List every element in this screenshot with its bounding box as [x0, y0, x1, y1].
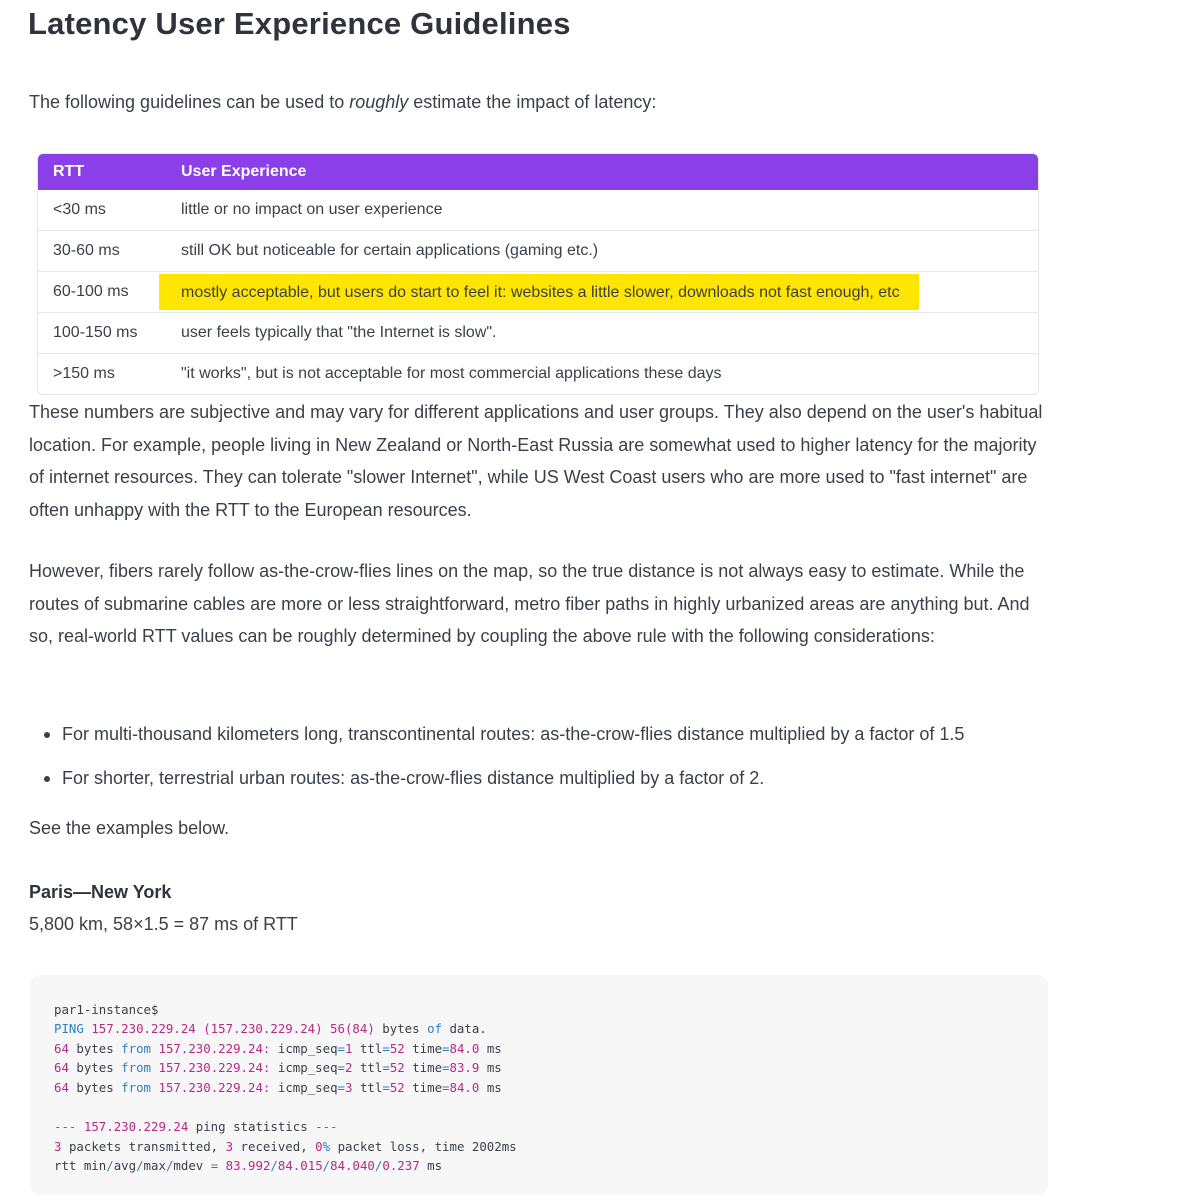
experience-cell: "it works", but is not acceptable for most commercial applications these days: [160, 353, 1038, 394]
experience-cell: still OK but noticeable for certain applications (gaming etc.): [160, 230, 1038, 271]
paragraph-subjective: These numbers are subjective and may vary for different applications and user groups. They also depend on the user's habitual location. For example, people living in New Zealand or North-East Russia are somewhat used to higher latency for the majority of internet resources. They can tolerate "slower Internet", while US West Coast users who are more used to "fast internet" are often unhappy with the RTT to the European resources.: [29, 402, 1043, 520]
code-line-ping: PING 157.230.229.24 (157.230.229.24) 56(84) bytes of data.: [54, 1021, 487, 1036]
table-header-row: [38, 154, 1038, 190]
table-row: [38, 312, 1038, 353]
table-row: [38, 190, 1038, 230]
header-user-experience: User Experience: [160, 154, 1038, 190]
example-calculation: 5,800 km, 58×1.5 = 87 ms of RTT: [29, 914, 298, 934]
intro-emphasis: roughly: [349, 92, 409, 112]
page-title: Latency User Experience Guidelines: [28, 6, 571, 41]
code-line-reply: 64 bytes from 157.230.229.24: icmp_seq=2 ttl=52 time=83.9 ms: [54, 1060, 502, 1075]
code-line-rtt: rtt min/avg/max/mdev = 83.992/84.015/84.040/0.237 ms: [54, 1158, 443, 1173]
rtt-cell: 30-60 ms: [38, 230, 160, 271]
example-title: Paris—New York: [29, 882, 172, 902]
rtt-cell: <30 ms: [38, 190, 160, 230]
list-item: For multi-thousand kilometers long, transcontinental routes: as-the-crow-flies distance multiplied by a factor of 1.5: [29, 718, 964, 762]
code-line-reply: 64 bytes from 157.230.229.24: icmp_seq=1 ttl=52 time=84.0 ms: [54, 1041, 502, 1056]
code-line-stats-header: --- 157.230.229.24 ping statistics ---: [54, 1119, 338, 1134]
see-examples-text: See the examples below.: [29, 818, 230, 838]
table-row: [38, 271, 1038, 312]
code-line-prompt: par1-instance$: [54, 1002, 159, 1017]
highlighted-text: mostly acceptable, but users do start to feel it: websites a little slower, downloads not fast enough, etc: [159, 274, 919, 310]
header-rtt: RTT: [38, 154, 160, 190]
paragraph-fibers: However, fibers rarely follow as-the-crow-flies lines on the map, so the true distance is not always easy to estimate. While the routes of submarine cables are more or less straightforward, metro fiber paths in highly urbanized areas are anything but. And so, real-world RTT values can be roughly determined by coupling the above rule with the following considerations:: [29, 561, 1030, 646]
intro-text: The following guidelines can be used to roughly estimate the impact of latency:: [29, 92, 657, 112]
rtt-cell: >150 ms: [38, 353, 160, 394]
rtt-cell: 60-100 ms: [38, 271, 160, 312]
list-item: For shorter, terrestrial urban routes: as-the-crow-flies distance multiplied by a factor of 2.: [29, 762, 964, 806]
rtt-cell: 100-150 ms: [38, 312, 160, 353]
code-block[interactable]: [30, 975, 1048, 1195]
experience-cell: little or no impact on user experience: [160, 190, 1038, 230]
code-line-packets: 3 packets transmitted, 3 received, 0% packet loss, time 2002ms: [54, 1139, 517, 1154]
table-row: [38, 353, 1038, 394]
experience-cell-highlighted: [160, 271, 1038, 312]
considerations-list: [29, 718, 964, 806]
experience-cell: user feels typically that "the Internet is slow".: [160, 312, 1038, 353]
table-row: [38, 230, 1038, 271]
latency-table: [37, 153, 1039, 395]
code-line-reply: 64 bytes from 157.230.229.24: icmp_seq=3 ttl=52 time=84.0 ms: [54, 1080, 502, 1095]
